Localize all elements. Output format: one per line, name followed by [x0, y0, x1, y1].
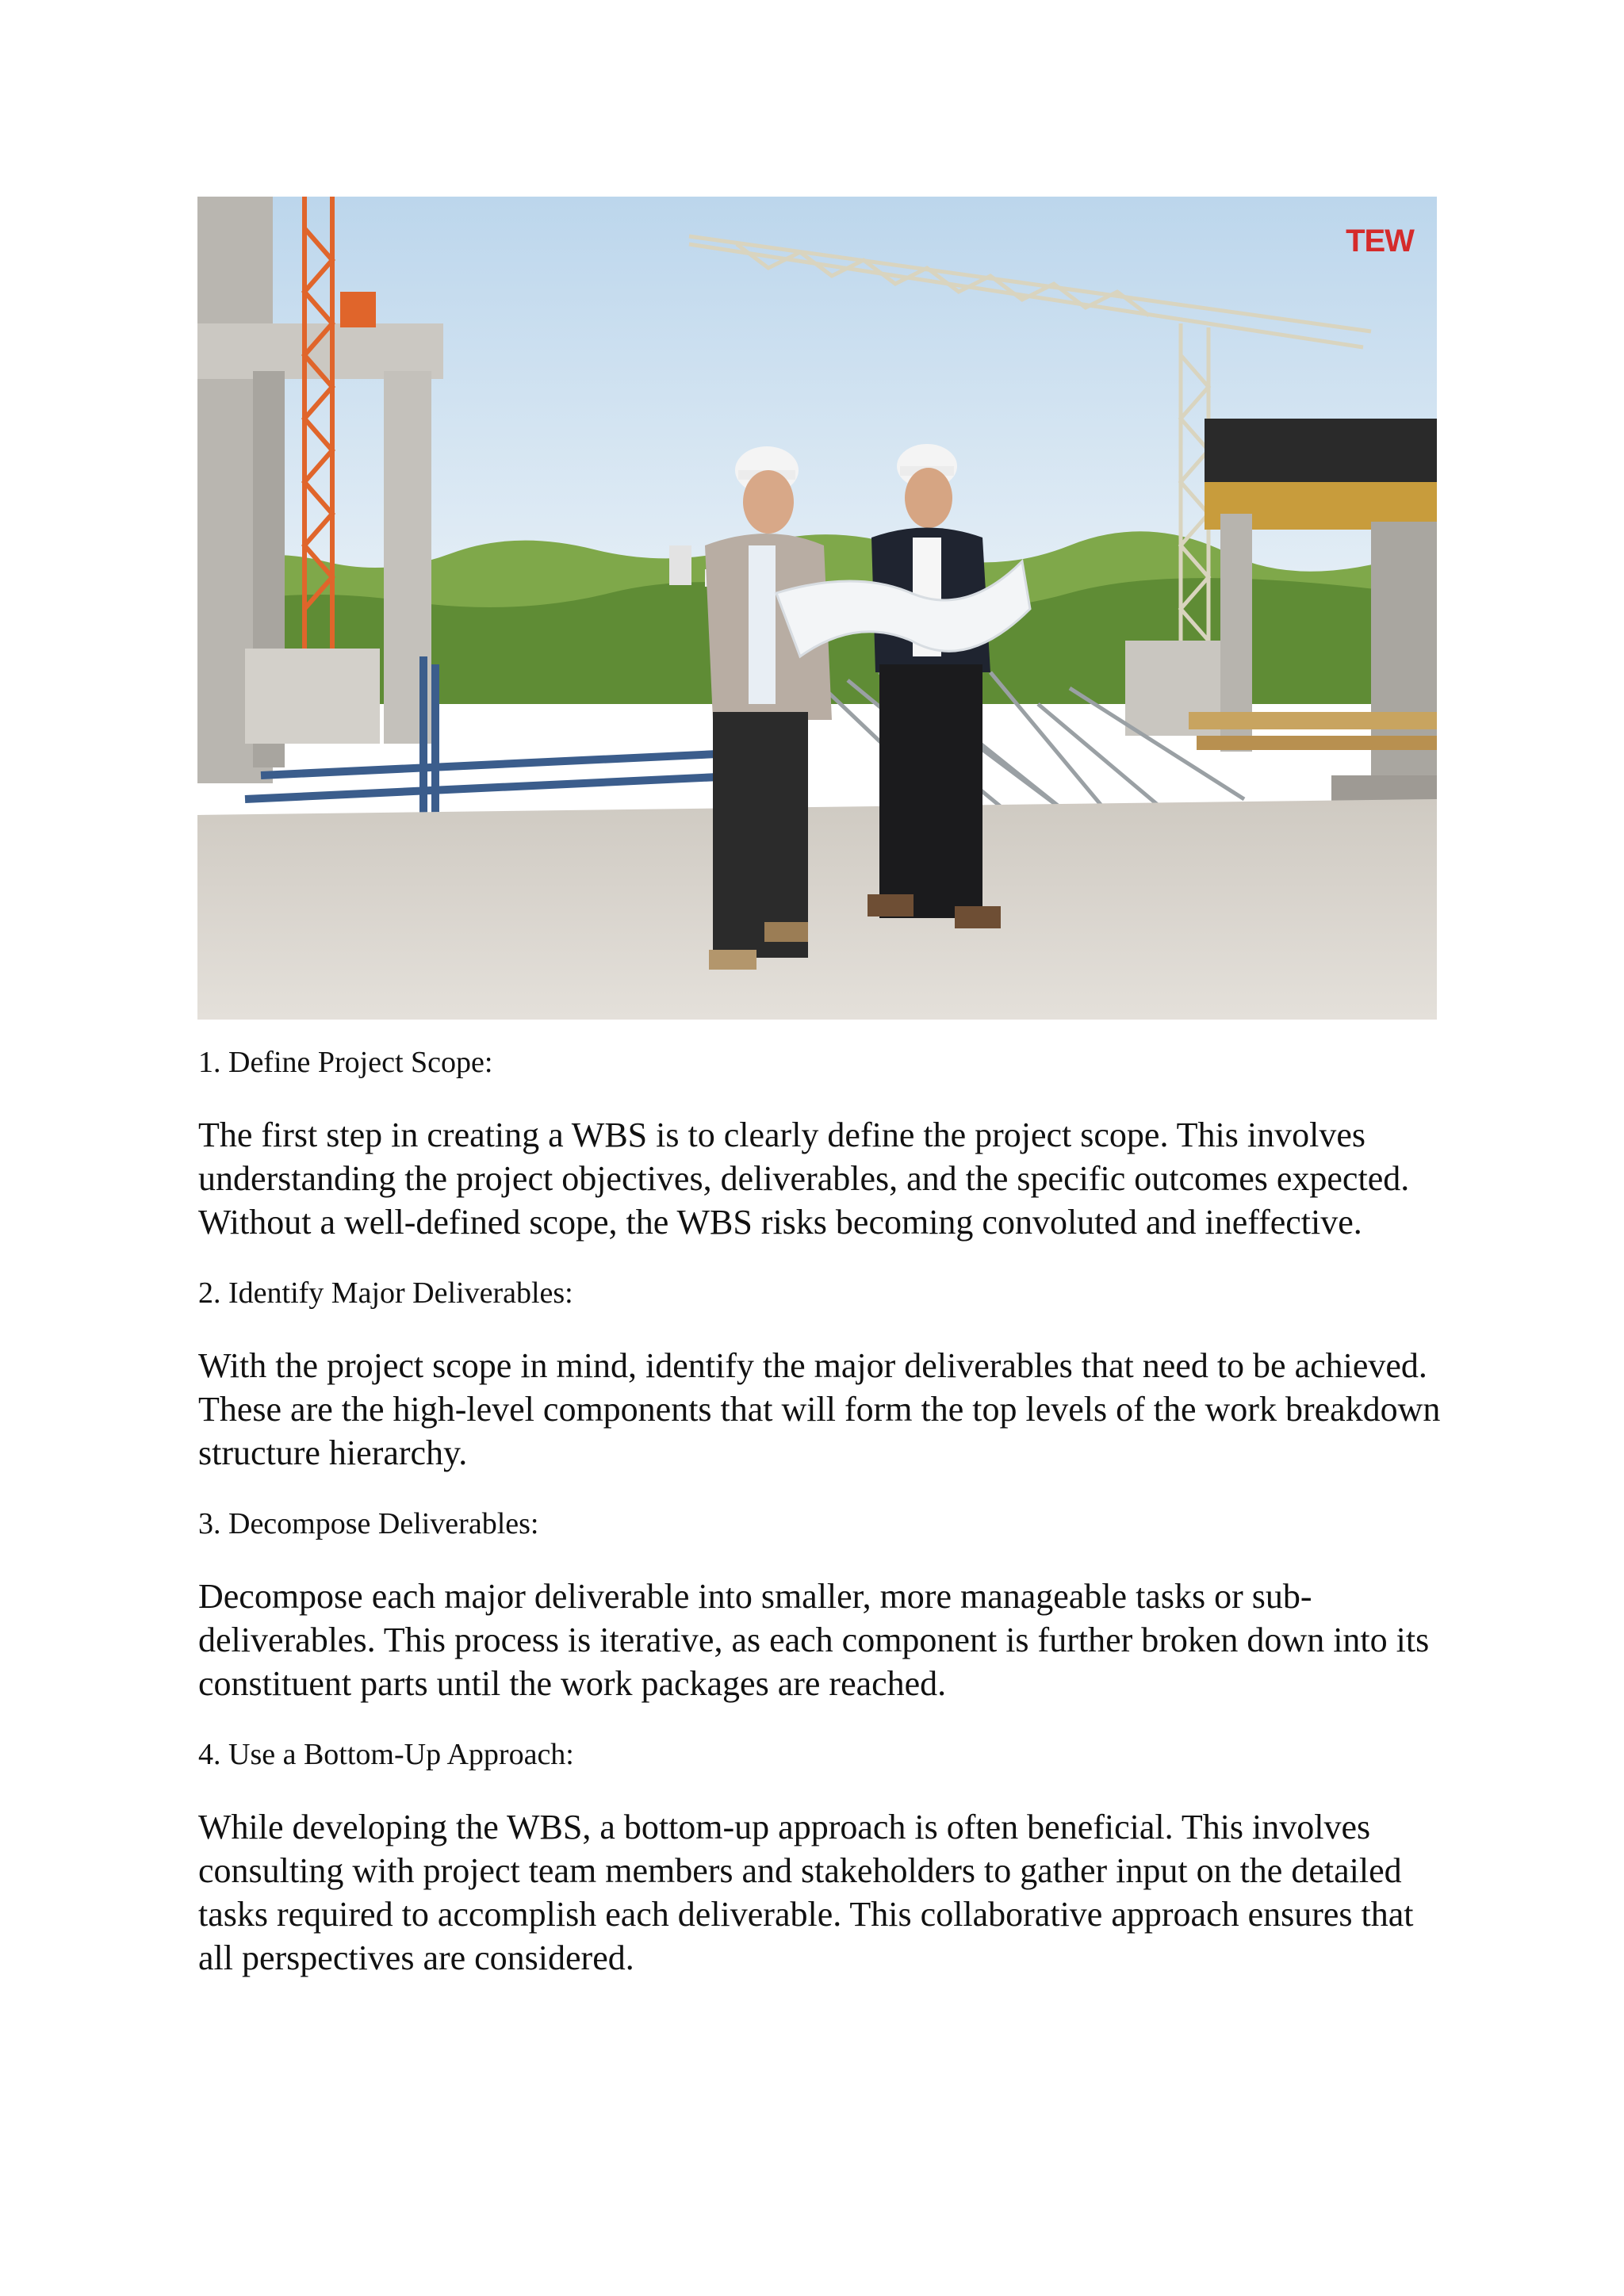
section-heading: 3. Decompose Deliverables:	[198, 1507, 539, 1540]
section-bottom-up-approach	[198, 1732, 1443, 1980]
section-paragraph: While developing the WBS, a bottom-up approach is often beneficial. This involves consulting with project team members and stakeholders to gather input on the detailed tasks required to accomplish each deliverable. This collaborative approach ensures that all perspectives are considered.	[198, 1808, 1414, 1977]
section-paragraph: The first step in creating a WBS is to clearly define the project scope. This involves understanding the project objectives, deliverables, and the specific outcomes expected. Without a well-defined scope, the WBS risks becoming convoluted and ineffective.	[198, 1115, 1410, 1242]
section-paragraph: Decompose each major deliverable into smaller, more manageable tasks or sub-deliverables. This process is iterative, as each component is further broken down into its constituent parts until the work packages are reached.	[198, 1577, 1430, 1703]
article-body	[198, 1040, 1443, 2007]
section-heading: 1. Define Project Scope:	[198, 1046, 493, 1079]
section-identify-deliverables	[198, 1271, 1443, 1475]
section-heading: 4. Use a Bottom-Up Approach:	[198, 1738, 574, 1771]
section-define-scope	[198, 1040, 1443, 1244]
section-decompose-deliverables	[198, 1502, 1443, 1705]
hero-image	[197, 197, 1437, 1020]
construction-site-illustration	[197, 197, 1437, 1020]
section-heading: 2. Identify Major Deliverables:	[198, 1276, 573, 1310]
tew-logo	[1340, 214, 1419, 265]
tew-logo-text: TEW	[1346, 224, 1414, 258]
section-paragraph: With the project scope in mind, identify the major deliverables that need to be achieved. These are the high-level components that will form the top levels of the work breakdown structure hierarchy.	[198, 1346, 1441, 1472]
